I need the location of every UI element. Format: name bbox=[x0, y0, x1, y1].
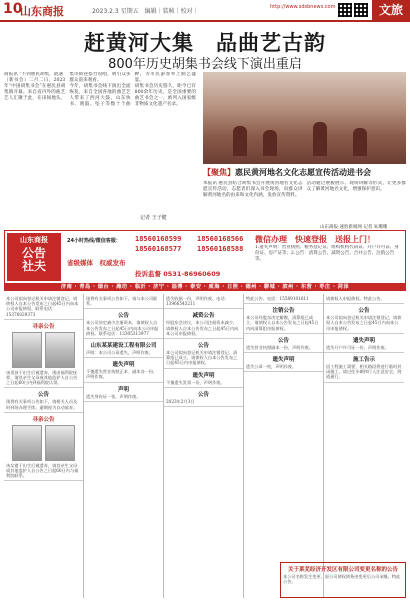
paper-name: 山东商报 bbox=[20, 5, 64, 18]
classified-notice bbox=[4, 294, 83, 320]
notice-title: 公告 bbox=[197, 391, 209, 398]
feature-photo bbox=[203, 72, 406, 164]
classified-notice bbox=[324, 294, 404, 304]
headline: 赶黄河大集 品曲艺古韵 bbox=[84, 31, 326, 55]
ad-hotline-label: 24小时热线/微信客服： bbox=[67, 238, 121, 244]
notice-title: 减资公告 bbox=[192, 313, 215, 320]
ad-right-title: 微信办理 快速登报 送报上门！ bbox=[255, 235, 375, 244]
notice-title: 公告 bbox=[197, 343, 209, 350]
child-photo bbox=[12, 332, 42, 368]
performer-figure bbox=[233, 126, 247, 156]
notice-body: 遗失营业执照副本一份，声明作废。 bbox=[246, 344, 314, 350]
ad-complaint-line: 投诉监督 0531-86960609 bbox=[135, 270, 221, 278]
ad-right-items: 1.遗失声明：营业执照、税务登记证、组织机构代码证、开户许可证、身份证、房产证等；2.公告：清算公告、减资公告、合并公告、注销公告等。 bbox=[255, 245, 399, 262]
notice-title: 遗失声明 bbox=[272, 357, 295, 364]
article-paragraph: 胡集书会历史悠久，距今已有800余年历史，是全国重要的曲艺书会之一，被列入国家级非物质文化遗产名录。 bbox=[134, 84, 196, 108]
notice-body: 2023年2月3日 bbox=[166, 398, 195, 404]
qr-code-icon bbox=[338, 3, 352, 17]
notice-body: 不慎遗失发票一份，声明作废。 bbox=[166, 379, 225, 385]
classified-notice bbox=[164, 388, 243, 407]
ad-logo bbox=[7, 233, 61, 281]
notice-body: 该男孩于出生后被遗弃，现由福利院抚养，请其亲生父母或其他监护人自公告之日起60日内到福利院认领。 bbox=[6, 369, 78, 386]
classified-notice bbox=[84, 309, 163, 339]
ad-phone[interactable]: 18560168577 bbox=[135, 245, 182, 253]
notice-body: 声明：本公司公章遗失，声明作废。 bbox=[86, 350, 154, 356]
section-tag: 文旅 bbox=[372, 0, 410, 20]
bottom-notice bbox=[280, 562, 406, 598]
performer-figure bbox=[353, 128, 367, 156]
feature-paragraph: 本报讯 惠民县结合胡集书会开展黄河地名文化志愿宣传活动，志愿者们深入书会现场，向群众讲解黄河地名的由来和文化内涵，发放宣传资料。 bbox=[203, 181, 303, 198]
article-byline: 记者 王子健 bbox=[140, 215, 167, 221]
child-photo bbox=[12, 425, 42, 461]
article-lead: 商报讯 “不到惠民胡集，就遇 bbox=[4, 72, 63, 77]
notice-title: 公告 bbox=[37, 392, 49, 399]
performer-figure bbox=[263, 130, 277, 156]
article-paragraph: （新书会）二月二日，2023年“中国胡集书会”在惠民县胡集镇开幕。来自省内外的曲艺艺人汇聚于此，在田间地头、集市街巷搭台说唱，吸引众多群众前来观看。 bbox=[4, 72, 131, 102]
notice-title: 公告 bbox=[117, 313, 129, 320]
qr-code-icon bbox=[354, 3, 368, 17]
notice-body: 本公司拟向登记机关申请注销登记，请债权人自本公告发布之日起45日内向本公司申报债权。 bbox=[326, 315, 402, 331]
classified-notice bbox=[324, 304, 404, 334]
classified-notice bbox=[4, 413, 83, 482]
notice-title: 声明 bbox=[117, 386, 129, 393]
notice-body: 遗失公章一枚，声明作废。 bbox=[246, 364, 297, 370]
notice-body: 本公司拟向登记机关申请注销登记，清算组已成立，请债权人自本公告发布之日起45日内申报债权。 bbox=[166, 350, 238, 366]
classified-notice bbox=[164, 339, 243, 369]
site-url[interactable]: http://www.sdsbnews.com bbox=[270, 4, 336, 10]
classified-notice bbox=[244, 304, 323, 334]
child-photo bbox=[45, 332, 75, 368]
feature-body bbox=[203, 181, 406, 223]
notice-title: 注销公告 bbox=[272, 308, 295, 315]
classified-notice bbox=[244, 294, 323, 304]
ad-coverage: 省级媒体 权威发布 bbox=[67, 259, 126, 267]
classified-notice bbox=[164, 309, 243, 339]
feature-paragraph: 活动通过展板展示、现场讲解等形式，让更多群众了解黄河地名文化，增强保护意识。 bbox=[306, 181, 406, 192]
city-strip: 济南 · 青岛 · 烟台 · 潍坊 · 临沂 · 济宁 · 淄博 · 泰安 · 威海 · 日照 · 德州 · 聊城 · 滨州 · 东营 · 枣庄 · 菏泽 bbox=[4, 283, 406, 291]
bottom-notice-title: 关于莱芜经济开发区有限公司变更名称的公告 bbox=[287, 567, 398, 573]
notice-body: 现将有关事项公告如下，请相关人员及时到场办理手续，逾期视为自动放弃。 bbox=[6, 399, 78, 410]
ad-brand: 山东商报 bbox=[20, 236, 48, 244]
date-line: 2023.2.3 星期五 编辑｜装帧｜校对｜ bbox=[92, 8, 199, 15]
notice-photos bbox=[6, 425, 81, 461]
ad-logo-text: 公告 社夫 bbox=[21, 246, 46, 273]
feature-title-text: 惠民黄河地名文化志愿宣传活动进书会 bbox=[235, 168, 371, 177]
notice-body: 因工程施工需要，相关路段将进行临时封闭施工，请过往车辆和行人注意安全，绕道通行。 bbox=[326, 364, 402, 380]
child-photo bbox=[45, 425, 75, 461]
classified-column bbox=[84, 294, 164, 598]
notice-body: 特此公告。电话：15589101611 bbox=[246, 296, 309, 301]
notice-title: 寻亲公告 bbox=[32, 323, 55, 330]
feature-tag: 【聚焦】 bbox=[203, 168, 235, 177]
main-article-body bbox=[4, 72, 196, 220]
ad-phone[interactable]: 18560168566 bbox=[197, 235, 244, 243]
notice-body: 现将有关事项公告如下，请与本公司联系。 bbox=[86, 296, 158, 307]
classified-column bbox=[324, 294, 404, 560]
classified-notice bbox=[244, 353, 323, 372]
notice-title: 公告 bbox=[277, 337, 289, 344]
notice-title: 寻亲公告 bbox=[32, 416, 55, 423]
notice-body: 该女婴于出生后被遗弃，请其亲生父母或其他监护人自公告之日起60日内与福利院联系。 bbox=[6, 462, 79, 479]
notice-body: 请债权人申报债权。特此公告。 bbox=[326, 296, 385, 301]
notice-title: 遗失声明 bbox=[112, 362, 135, 369]
notice-photos bbox=[6, 332, 81, 368]
classified-notice bbox=[324, 334, 404, 353]
classified-notice bbox=[84, 358, 163, 382]
notice-body: 遗失开户许可证一份，声明作废。 bbox=[326, 344, 389, 350]
article-paragraph: 今年，胡集书会线下演出全面恢复，来自全国各地的曲艺艺人带来了西河大鼓、山东快书、渔鼓、坠子等数十个曲种，为市民游客奉上曲艺盛宴。 bbox=[69, 72, 196, 108]
notice-title: 施工告示 bbox=[352, 357, 375, 364]
masthead bbox=[0, 0, 410, 22]
classified-notice bbox=[244, 334, 323, 353]
notice-body: 本公司决定减少注册资本，请债权人自本公告发布之日起45日内向本公司申报债权。联系电话：13305313977 bbox=[86, 320, 159, 336]
classified-notice bbox=[84, 383, 163, 402]
notice-title: 遗失声明 bbox=[352, 337, 375, 344]
notice-body: 遗失身份证一张，声明作废。 bbox=[86, 393, 141, 399]
feature-credit: 山东商报·速豹新闻网 记者 朱珊珊 bbox=[320, 225, 388, 230]
classified-notice bbox=[164, 294, 243, 309]
notice-title: 山东某某建设工程有限公司 bbox=[90, 343, 157, 350]
notice-body: 遗失收据一份，声明作废。电话：13966543211 bbox=[166, 296, 229, 307]
ad-phone[interactable]: 18560168588 bbox=[197, 245, 244, 253]
classified-notice bbox=[84, 294, 163, 309]
classified-notice bbox=[164, 369, 243, 388]
bottom-notice-body: 本公司名称发生变更，原公司债权债务由变更后公司承继。特此公告。 bbox=[283, 574, 401, 585]
classified-ad-banner bbox=[4, 230, 406, 284]
notice-title: 公告 bbox=[358, 308, 370, 315]
page-number: 10 bbox=[3, 1, 23, 17]
classified-notice bbox=[4, 388, 83, 412]
classified-notice bbox=[4, 320, 83, 389]
classified-notice bbox=[324, 353, 404, 383]
classified-column bbox=[4, 294, 84, 598]
classified-notice bbox=[84, 339, 163, 358]
notice-body: 本公司拟向登记机关申请注销登记，请债权人自本公告发布之日起45日内向本公司申报债权。联系电话：15376029373 bbox=[6, 296, 79, 317]
feature-title bbox=[203, 167, 406, 179]
notice-body: 不慎遗失营业执照正本、副本各一份，声明作废。 bbox=[86, 369, 158, 380]
notice-body: 经股东会决议，本公司注册资本减少，请债权人自本公告发布之日起45日内向本公司申报债权。 bbox=[166, 320, 239, 336]
notice-body: 本公司经股东决定解散，清算组已成立，请债权人自本公告发布之日起45日内向清算组申报债权。 bbox=[246, 315, 319, 331]
performer-figure bbox=[313, 122, 327, 156]
subheadline: 800年历史胡集书会线下演出重启 bbox=[108, 57, 302, 72]
notice-title: 遗失声明 bbox=[192, 372, 215, 379]
classified-column bbox=[164, 294, 244, 598]
ad-phone[interactable]: 18560168599 bbox=[135, 235, 182, 243]
classified-column bbox=[244, 294, 324, 598]
